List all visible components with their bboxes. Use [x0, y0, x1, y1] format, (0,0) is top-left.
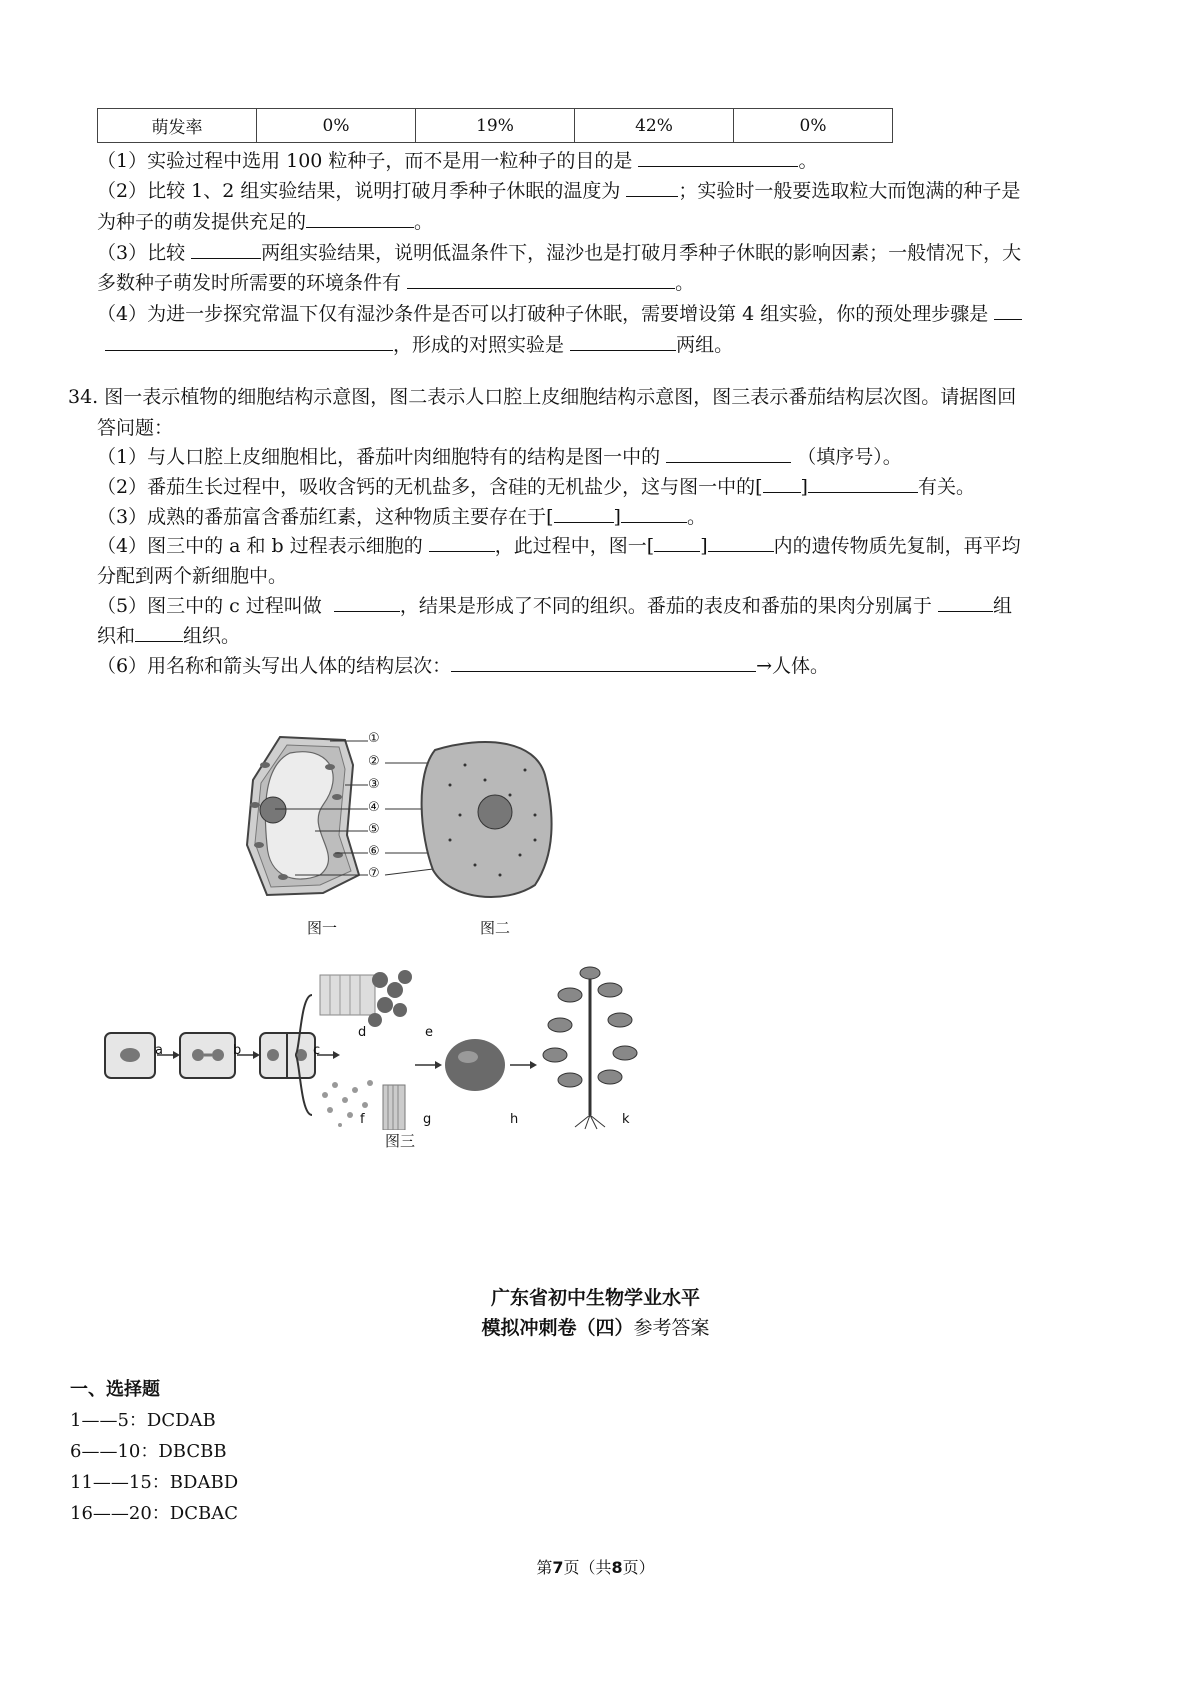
answer-blank[interactable] [808, 474, 918, 493]
tomato-plant [543, 967, 637, 1129]
answer-blank[interactable] [105, 332, 393, 351]
germination-rate-table [97, 108, 893, 143]
answer-blank[interactable] [621, 504, 687, 523]
answer-blank[interactable] [554, 504, 614, 523]
q33-part1: （1）实验过程中选用 100 粒种子，而不是用一粒种子的目的是 。 [97, 150, 818, 172]
answer-title: 广东省初中生物学业水平 [490, 1287, 700, 1309]
q33-part3: （3）比较 两组实验结果，说明低温条件下，湿沙也是打破月季种子休眠的影响因素；一般情况下，大 [97, 242, 1022, 264]
answer-blank[interactable] [570, 332, 676, 351]
q34-stem: 34. 图一表示植物的细胞结构示意图，图二表示人口腔上皮细胞结构示意图，图三表示番茄结构层次图。请据图回 [68, 386, 1017, 408]
fig2-caption: 图二 [480, 919, 511, 937]
answer-blank[interactable] [994, 301, 1022, 320]
answer-blank[interactable] [638, 148, 798, 167]
table-row [98, 109, 893, 143]
answer-blank[interactable] [191, 240, 261, 259]
answer-blank[interactable] [306, 209, 414, 228]
marker-1: ① [368, 731, 380, 746]
answer-line: 6——10：DBCBB [70, 1441, 227, 1462]
page-footer: 第7页（共8页） [536, 1558, 655, 1577]
answer-blank[interactable] [763, 474, 801, 493]
label-d: d [358, 1025, 367, 1040]
answer-blank[interactable] [626, 178, 678, 197]
q34-sub4-cont: 分配到两个新细胞中。 [97, 565, 288, 587]
answer-blank[interactable] [451, 653, 756, 672]
q34-sub2: （2）番茄生长过程中，吸收含钙的无机盐多，含硅的无机盐少，这与图一中的[ ] 有关。 [97, 476, 975, 498]
label-c: c [313, 1043, 321, 1058]
marker-7: ⑦ [368, 866, 380, 881]
table-cell: 0% [734, 109, 893, 143]
label-e: e [425, 1025, 433, 1040]
fig3-caption: 图三 [385, 1132, 416, 1150]
marker-2: ② [368, 754, 380, 769]
q34-sub3: （3）成熟的番茄富含番茄红素，这种物质主要存在于[ ] 。 [97, 506, 706, 528]
marker-3: ③ [368, 777, 380, 792]
answer-blank[interactable] [407, 270, 675, 289]
q34-sub5: （5）图三中的 c 过程叫做 ，结果是形成了不同的组织。番茄的表皮和番茄的果肉分别属于 组 [97, 595, 1012, 617]
answer-blank[interactable] [938, 593, 993, 612]
q33-part2: （2）比较 1、2 组实验结果，说明打破月季种子休眠的温度为 ；实验时一般要选取粒大而饱满的种子是 [97, 180, 1021, 202]
q34-sub4: （4）图三中的 a 和 b 过程表示细胞的 ，此过程中，图一[ ] 内的遗传物质先复制，再平均 [97, 535, 1021, 557]
answer-blank[interactable] [708, 533, 774, 552]
q33-part3-cont: 多数种子萌发时所需要的环境条件有 。 [97, 272, 695, 294]
answer-blank[interactable] [429, 533, 495, 552]
label-b: b [233, 1043, 242, 1058]
q34-sub5-cont: 织和 组织。 [97, 625, 241, 647]
q33-part4: （4）为进一步探究常温下仅有湿沙条件是否可以打破种子休眠，需要增设第 4 组实验，你的预处理步骤是 [97, 299, 1022, 329]
marker-4: ④ [368, 800, 380, 815]
plant-cell-diagram [247, 737, 359, 895]
label-a: a [155, 1043, 163, 1058]
table-cell: 42% [575, 109, 734, 143]
marker-6: ⑥ [368, 844, 380, 859]
label-k: k [622, 1112, 630, 1127]
answer-subtitle: 模拟冲刺卷（四）参考答案 [481, 1317, 710, 1339]
q33-part4-cont: ，形成的对照实验是 两组。 [105, 330, 733, 360]
label-g: g [423, 1112, 432, 1127]
animal-cell-diagram [422, 742, 552, 897]
answer-line: 1——5：DCDAB [70, 1410, 216, 1431]
table-header-cell: 萌发率 [98, 109, 257, 143]
answer-line: 16——20：DCBAC [70, 1503, 239, 1524]
answer-line: 11——15：BDABD [70, 1472, 239, 1493]
cell-diagram-figure [235, 735, 565, 910]
answer-blank[interactable] [666, 444, 791, 463]
table-cell: 0% [257, 109, 416, 143]
fig1-caption: 图一 [307, 919, 338, 937]
tomato-hierarchy-figure [100, 965, 690, 1130]
q34-stem-cont: 答问题： [97, 417, 174, 439]
marker-5: ⑤ [368, 822, 380, 837]
q33-part2-cont: 为种子的萌发提供充足的 。 [97, 211, 434, 233]
tissue-images [320, 970, 412, 1130]
cell-division-stages [105, 995, 340, 1115]
q34-sub1: （1）与人口腔上皮细胞相比，番茄叶肉细胞特有的结构是图一中的 （填序号）。 [97, 446, 902, 468]
answer-blank[interactable] [654, 533, 700, 552]
table-cell: 19% [416, 109, 575, 143]
q34-sub6: （6）用名称和箭头写出人体的结构层次： →人体。 [97, 655, 830, 677]
label-f: f [360, 1112, 365, 1127]
tomato-fruit [415, 1039, 537, 1091]
answer-blank[interactable] [334, 593, 400, 612]
section-heading: 一、选择题 [70, 1379, 160, 1400]
label-h: h [510, 1112, 519, 1127]
answer-blank[interactable] [135, 623, 183, 642]
